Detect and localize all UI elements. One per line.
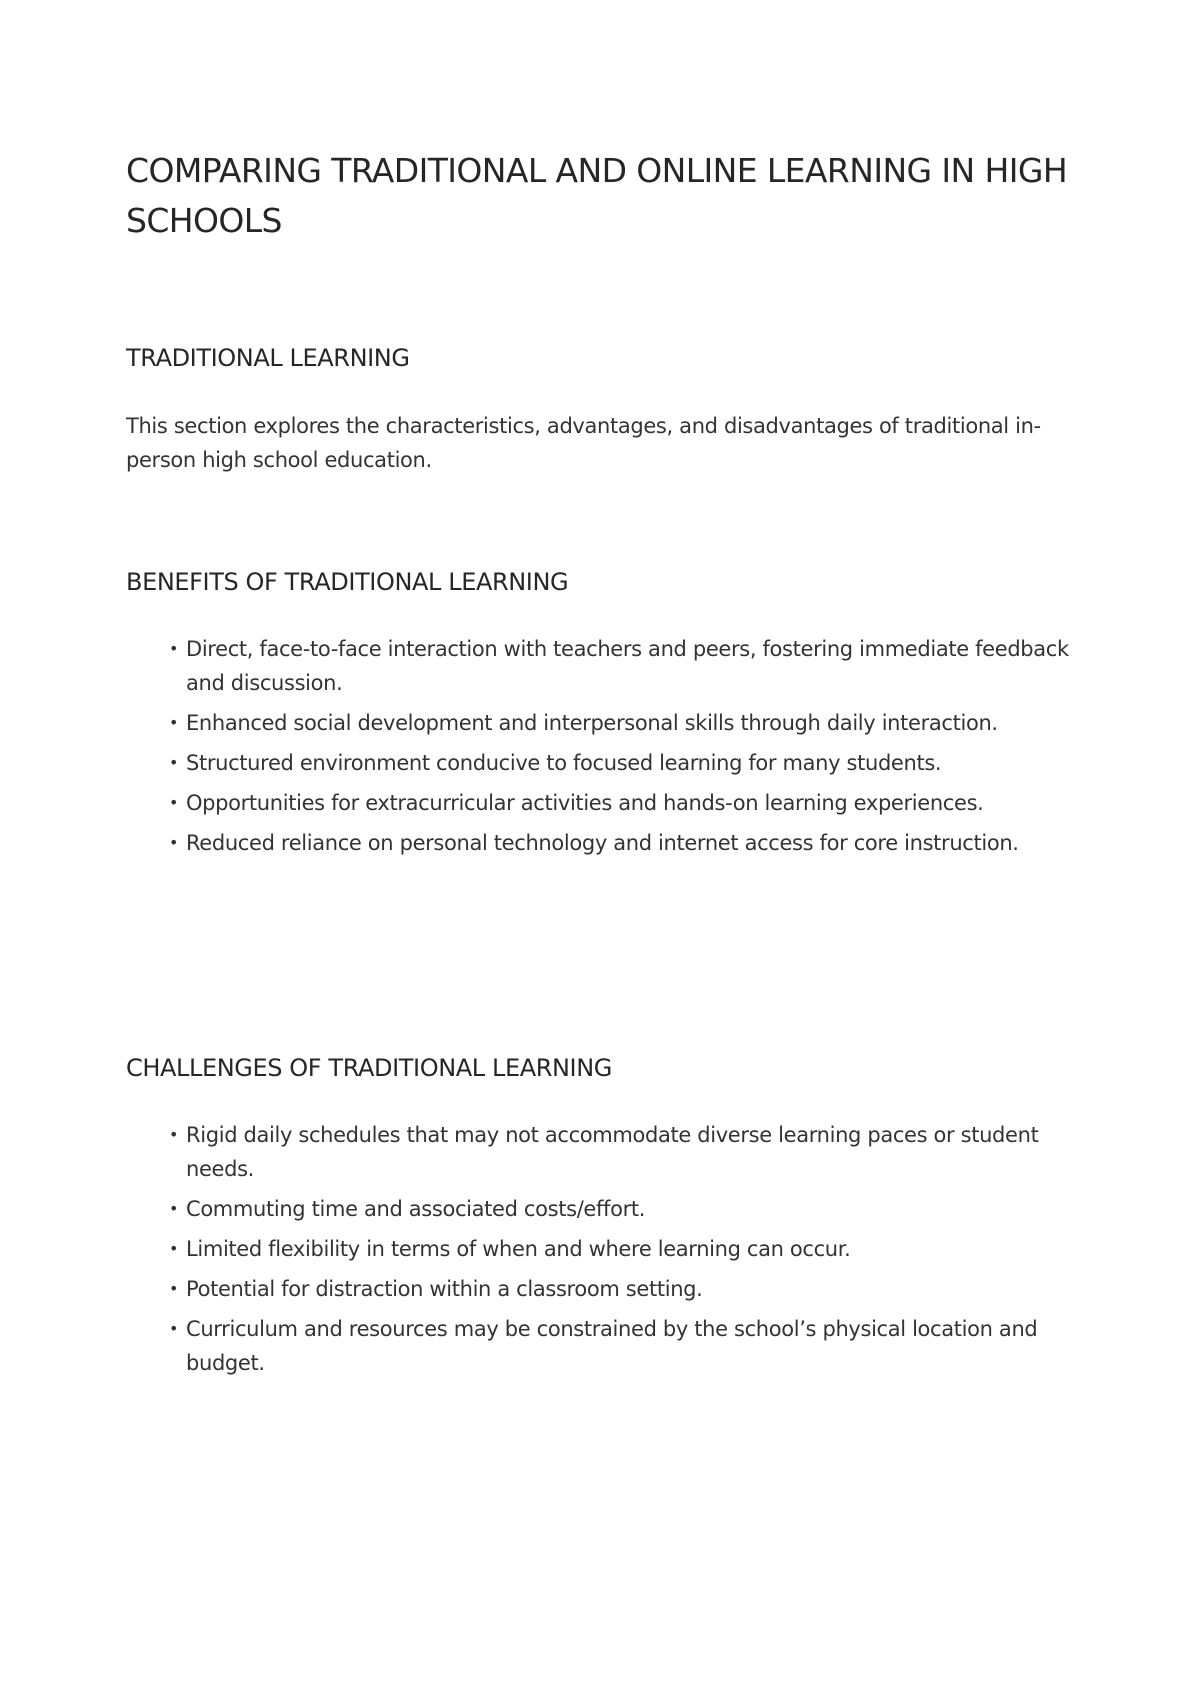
list-item [126,1272,1076,1306]
list-item-text: Direct, face-to-face interaction with teachers and peers, fostering immediate feedback and discussion. [186,637,1069,695]
list-item [126,1118,1076,1186]
list-item-text: Commuting time and associated costs/effort. [186,1197,646,1221]
list-item [126,632,1076,700]
challenges-list [126,1118,1076,1386]
list-item-text: Limited flexibility in terms of when and where learning can occur. [186,1237,851,1261]
bullet-icon: • [169,639,179,658]
list-item-text: Rigid daily schedules that may not accommodate diverse learning paces or student needs. [186,1123,1039,1181]
list-item [126,1312,1076,1380]
bullet-icon: • [169,1125,179,1144]
bullet-icon: • [169,753,179,772]
bullet-icon: • [169,1239,179,1258]
list-item [126,1192,1076,1226]
benefits-list [126,632,1076,866]
bullet-icon: • [169,833,179,852]
list-item [126,826,1076,860]
section-heading-challenges: CHALLENGES OF TRADITIONAL LEARNING [126,1054,612,1082]
document-title: COMPARING TRADITIONAL AND ONLINE LEARNING IN HIGH SCHOOLS [126,151,1068,240]
bullet-icon: • [169,1279,179,1298]
list-item-text: Structured environment conducive to focused learning for many students. [186,751,942,775]
list-item-text: Curriculum and resources may be constrained by the school’s physical location and budget. [186,1317,1038,1375]
list-item [126,746,1076,780]
list-item-text: Enhanced social development and interpersonal skills through daily interaction. [186,711,998,735]
list-item-text: Opportunities for extracurricular activities and hands-on learning experiences. [186,791,984,815]
section-heading-traditional-learning: TRADITIONAL LEARNING [126,344,410,372]
bullet-icon: • [169,713,179,732]
list-item-text: Reduced reliance on personal technology and internet access for core instruction. [186,831,1019,855]
list-item [126,786,1076,820]
list-item [126,706,1076,740]
bullet-icon: • [169,1199,179,1218]
bullet-icon: • [169,1319,179,1338]
bullet-icon: • [169,793,179,812]
list-item-text: Potential for distraction within a classroom setting. [186,1277,703,1301]
section-intro-paragraph: This section explores the characteristics, advantages, and disadvantages of traditional in-person high school education. [126,414,1041,472]
list-item [126,1232,1076,1266]
section-heading-benefits: BENEFITS OF TRADITIONAL LEARNING [126,568,569,596]
